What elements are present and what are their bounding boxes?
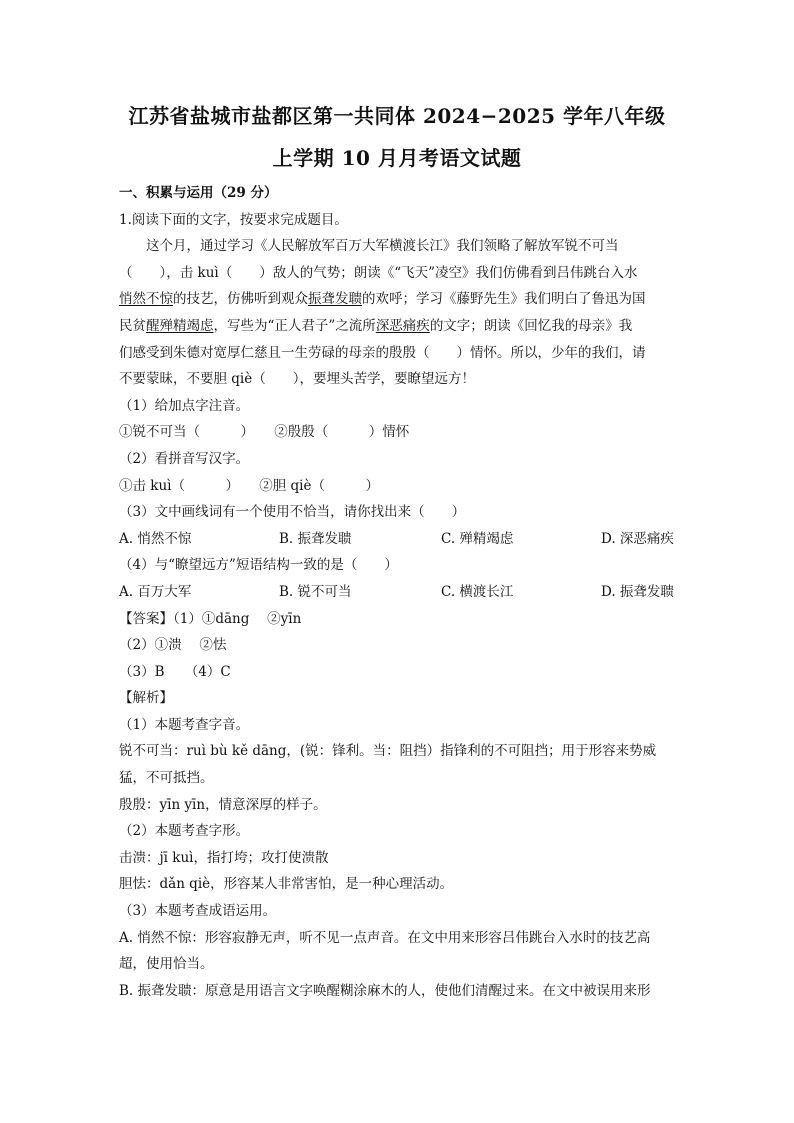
option-d: D. 深恶痛疾	[601, 530, 674, 547]
underlined-word: 悄然不惊	[119, 291, 173, 308]
passage-text: 的欢呼；学习《藤野先生》我们明白了鲁迅为国	[362, 291, 646, 308]
passage-line-3	[119, 286, 679, 313]
option-a: A. 百万大军	[119, 583, 192, 600]
analysis-line: 锐不可当：ruì bù kě dāng，(锐：锋利。当：阻挡）指锋利的不可阻挡；用于形容来势威	[119, 743, 657, 760]
underlined-word: 深恶痛疾	[375, 317, 430, 334]
document-body	[119, 180, 679, 1004]
underlined-word: 醒殚精竭虑	[146, 317, 214, 334]
analysis-line: （1）本题考查字音。	[119, 716, 250, 733]
option-a: A. 悄然不惊	[119, 530, 192, 547]
passage-line-6: 不要蒙昧，不要胆 qiè（ ），要埋头苦学，要瞭望远方！	[119, 371, 475, 388]
passage-line-4	[119, 313, 679, 340]
passage-text: ，写些为“正人君子”之流所	[213, 317, 376, 334]
passage-text: 的文字；朗读《回忆我的母亲》我	[429, 317, 633, 334]
analysis-line: A. 悄然不惊：形容寂静无声，听不见一点声音。在文中用来形容吕伟跳台入水时的技艺高	[119, 929, 651, 946]
analysis-heading: 【解析】	[119, 690, 173, 707]
subquestion-4-options	[119, 579, 679, 606]
option-d: D. 振聋发聩	[601, 583, 674, 600]
subquestion-4: （4）与“瞭望远方”短语结构一致的是（ ）	[119, 557, 398, 574]
option-c: C. 横渡长江	[441, 583, 514, 600]
question-stem: 1.阅读下面的文字，按要求完成题目。	[119, 211, 348, 228]
subquestion-1: （1）给加点字注音。	[119, 397, 250, 414]
analysis-line: 胆怯：dǎn qiè，形容某人非常害怕，是一种心理活动。	[119, 876, 454, 893]
analysis-line: 击溃：jī kuì，指打垮；攻打使溃散	[119, 849, 329, 866]
subquestion-3-options	[119, 526, 679, 553]
answer-line-2: （2）①溃 ②怯	[119, 637, 227, 654]
analysis-line: B. 振聋发聩：原意是用语言文字唤醒糊涂麻木的人，使他们清醒过来。在文中被误用来形	[119, 982, 651, 999]
analysis-line: （2）本题考查字形。	[119, 823, 250, 840]
subquestion-3: （3）文中画线词有一个使用不恰当，请你找出来（ ）	[119, 504, 466, 521]
analysis-line: 猛，不可抵挡。	[119, 770, 214, 787]
document-title-line2: 上学期 10 月月考语文试题	[272, 146, 522, 170]
passage-text: 民贫	[119, 317, 146, 334]
analysis-line: 超，使用恰当。	[119, 956, 214, 973]
subquestion-2-blanks: ①击 kuì（ ） ②胆 qiè（ ）	[119, 477, 379, 494]
option-b: B. 锐不可当	[279, 583, 352, 600]
passage-line-5: 们感受到朱德对宽厚仁慈且一生劳碌的母亲的殷殷（ ）情怀。所以，少年的我们，请	[119, 344, 646, 361]
passage-line-1: 这个月，通过学习《人民解放军百万大军横渡长江》我们领略了解放军锐不可当	[146, 238, 619, 255]
answer-line-3: （3）B （4）C	[119, 663, 231, 680]
subquestion-1-blanks: ①锐不可当（ ） ②殷殷（ ）情怀	[119, 424, 410, 441]
answer-line-1: 【答案】（1）①dāng ②yīn	[119, 610, 302, 627]
subquestion-2: （2）看拼音写汉字。	[119, 450, 250, 467]
option-c: C. 殚精竭虑	[441, 530, 514, 547]
section-heading: 一、积累与运用（29 分）	[119, 185, 278, 201]
option-b: B. 振聋发聩	[279, 530, 352, 547]
underlined-word: 振聋发聩	[308, 291, 362, 308]
analysis-line: （3）本题考查成语运用。	[119, 903, 277, 920]
passage-text: 的技艺，仿佛听到观众	[173, 291, 308, 308]
analysis-line: 殷殷：yīn yīn，情意深厚的样子。	[119, 796, 327, 813]
document-title-line1: 江苏省盐城市盐都区第一共同体 2024−2025 学年八年级	[128, 104, 666, 128]
passage-line-2: （ ），击 kuì（ ）敌人的气势；朗读《“飞天”凌空》我们仿佛看到吕伟跳台入水	[119, 264, 638, 281]
